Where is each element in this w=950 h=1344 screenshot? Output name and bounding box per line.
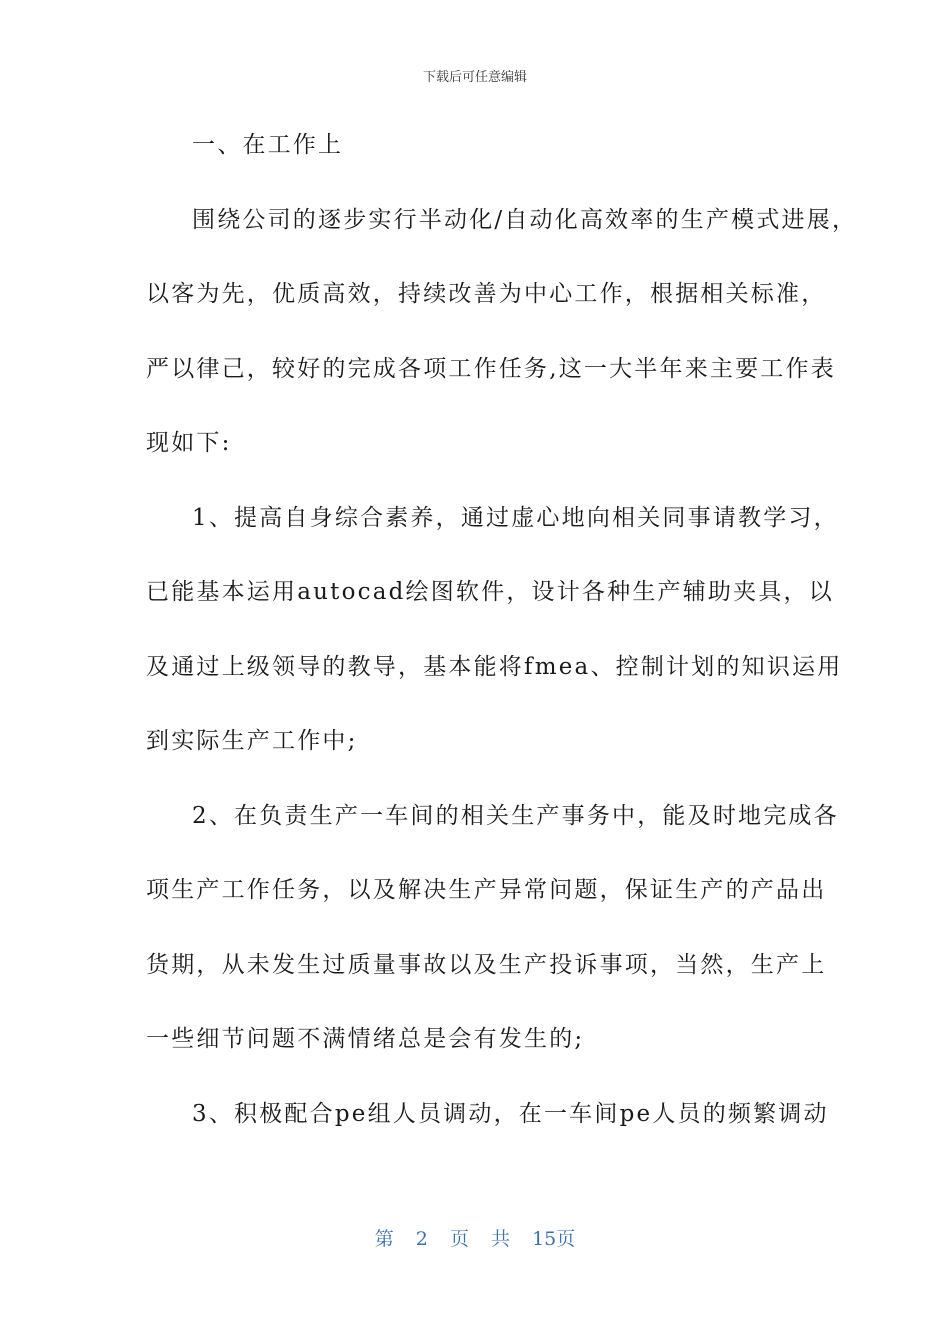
page-header-note: 下载后可任意编辑	[422, 70, 527, 85]
footer-total-pages: 15页	[532, 1228, 576, 1250]
paragraph-line: 一些细节问题不满情绪总是会有发生的;	[146, 1026, 585, 1052]
paragraph-line: 以客为先，优质高效，持续改善为中心工作，根据相关标准，	[146, 281, 827, 307]
paragraph-line: 项生产工作任务，以及解决生产异常问题，保证生产的产品出	[146, 877, 827, 903]
paragraph-line: 货期，从未发生过质量事故以及生产投诉事项，当然，生产上	[146, 951, 827, 978]
footer-page-word: 页	[449, 1228, 469, 1250]
paragraph-line: 3、积极配合pe组人员调动，在一车间pe人员的频繁调动	[192, 1100, 829, 1127]
footer-total-word: 共	[491, 1228, 511, 1250]
paragraph-line: 2、在负责生产一车间的相关生产事务中，能及时地完成各	[192, 802, 839, 829]
page-number-footer	[0, 1224, 950, 1251]
footer-current-page: 2	[415, 1228, 428, 1250]
paragraph-line: 1、提高自身综合素养，通过虚心地向相关同事请教学习，	[192, 504, 839, 531]
paragraph-line: 严以律己，较好的完成各项工作任务,这一大半年来主要工作表	[146, 355, 836, 382]
paragraph-line: 一、在工作上	[192, 132, 344, 158]
paragraph-line: 围绕公司的逐步实行半动化/自动化高效率的生产模式进展，	[192, 206, 858, 233]
paragraph-line: 现如下:	[146, 430, 232, 456]
paragraph-line: 到实际生产工作中;	[146, 728, 358, 754]
document-body	[146, 122, 858, 1165]
paragraph-line: 已能基本运用autocad绘图软件，设计各种生产辅助夹具，以	[146, 579, 834, 605]
paragraph-line: 及通过上级领导的教导，基本能将fmea、控制计划的知识运用	[146, 653, 843, 680]
footer-prefix: 第	[374, 1228, 394, 1250]
